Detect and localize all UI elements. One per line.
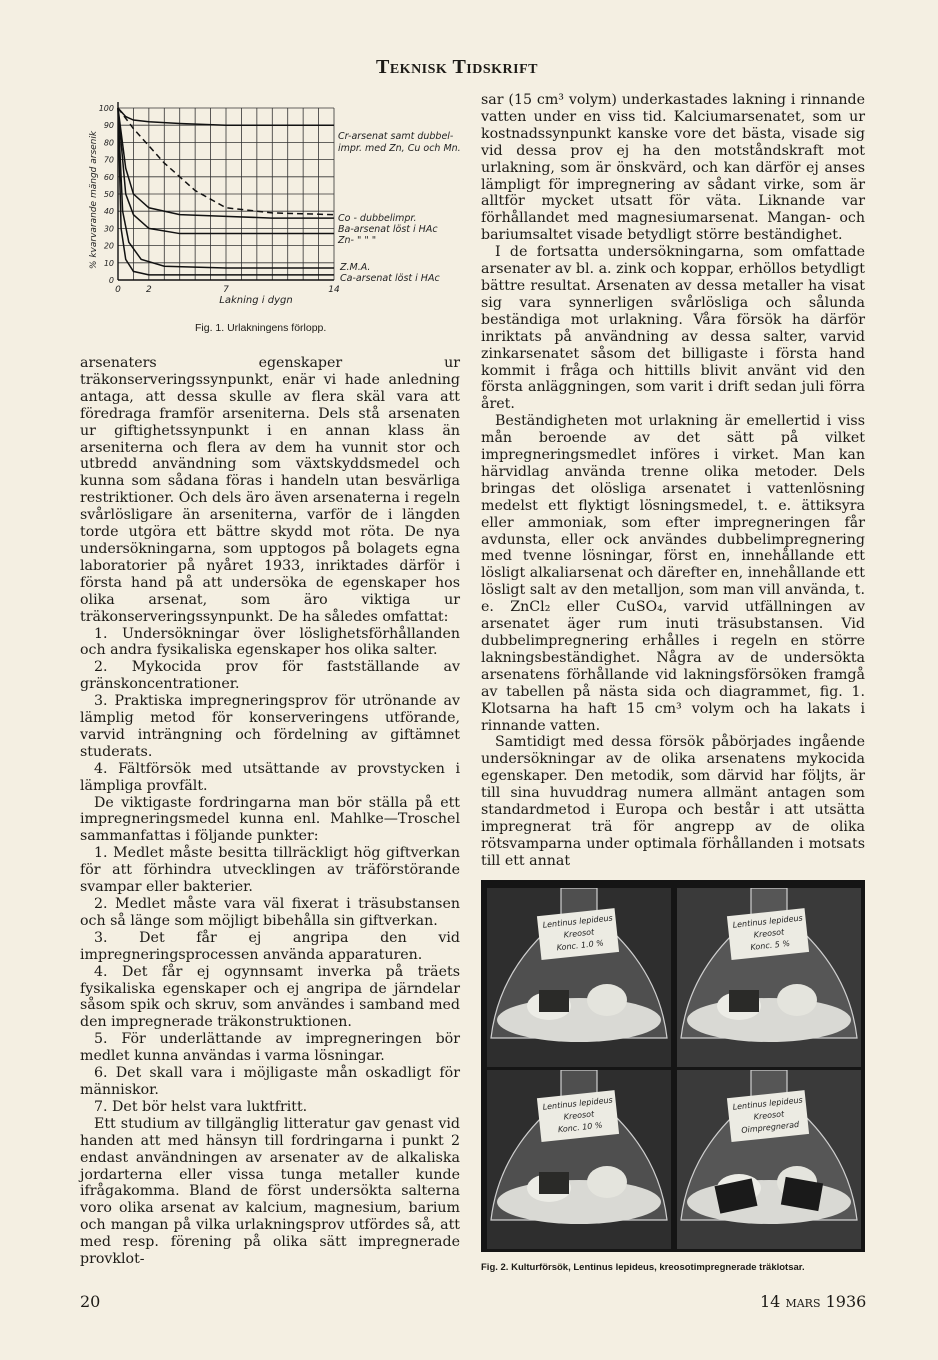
y-tick-label: 80	[103, 138, 114, 148]
paragraph: 5. För underlättande av impregneringen bör medlet kunna användas i varma lösningar.	[80, 1031, 460, 1065]
curve-label-cr-2: impr. med Zn, Cu och Mn.	[338, 143, 461, 154]
flask-label-text: Lentinus lepideus	[542, 1095, 614, 1112]
right-column	[481, 92, 865, 870]
fungal-tuft	[587, 984, 627, 1016]
curve-label-co: Co - dubbelimpr.	[338, 213, 417, 224]
flask-photo-1	[487, 888, 671, 1067]
flask-label-text: Kreosot	[563, 1109, 595, 1122]
fungal-tuft	[587, 1166, 627, 1198]
date-day: 14	[760, 1292, 781, 1311]
flask-label-text: Lentinus lepideus	[732, 913, 804, 930]
curve-label-ca: Ca-arsenat löst i HAc	[340, 273, 440, 284]
paragraph: 3. Det får ej angripa den vid impregneringsprocessen använda apparaturen.	[80, 929, 460, 963]
flask-photo-2	[677, 888, 861, 1067]
x-axis-label: Lakning i dygn	[219, 295, 293, 306]
fungal-mycelium	[687, 1180, 851, 1224]
y-axis-label: % kvarvarande mängd arsenik	[89, 130, 99, 270]
flask-illustration	[677, 1070, 861, 1249]
y-tick-label: 50	[103, 190, 114, 199]
paragraph: 7. Det bör helst vara luktfritt.	[94, 1098, 308, 1115]
y-tick-label: 10	[103, 258, 114, 268]
figure-1-caption: Fig. 1. Urlakningens förlopp.	[195, 322, 327, 334]
wood-block	[729, 990, 759, 1012]
flask-label-text: Lentinus lepideus	[732, 1095, 804, 1112]
wood-block	[539, 990, 569, 1012]
curve-label-cr: Cr-arsenat samt dubbel-	[338, 131, 454, 142]
x-tick-label: 14	[328, 285, 340, 295]
page-number: 20	[80, 1292, 101, 1311]
x-tick-labels	[115, 285, 340, 295]
curve-label-zn: Zn- " " "	[338, 235, 377, 246]
paragraph: 4. Fältförsök med utsättande av provstycken i lämpliga provfält.	[80, 760, 460, 794]
paragraph: 4. Det får ej ogynnsamt inverka på träets fysikaliska egenskaper och ej angripa de järndelar såsom spik och skruv, som användes i samband med den impregnerade träkonstruktionen.	[80, 963, 460, 1031]
flask-label-text: Kreosot	[753, 1109, 785, 1122]
paragraph: 6. Det skall vara i möjligaste mån oskadligt för människor.	[80, 1065, 460, 1098]
flask-label-text: Kreosot	[753, 927, 785, 940]
paragraph: arsenaters egenskaper ur träkonserveringssynpunkt, enär vi hade anledning antaga, att dessa skulle av flera skäl vara att föredraga framför arseniterna. Dels stå arsenaten ur giftighetssynpunkt i en annan klass än arseniterna och flera av dem ha vunnit stor och utbredd användning som växtskyddsmedel och kunna som sådana föras i handeln utan besvärliga restriktioner. Och dels äro även arsenaterna i regeln svårlösligare än arseniterna, varför de i längden torde utgöra ett bättre skydd mot röta. De nya undersökningarna, som upptogos på bolagets egna laboratorier på nyåret 1933, inriktades därför i första hand på att undersöka de egenskaper hos olika arsenat, som äro viktiga ur träkonserveringssynpunkt. De ha således omfattat:	[80, 355, 460, 625]
paragraph: Ett studium av tillgänglig litteratur gav genast vid handen att med hänsyn till fordringarna i punkt 2 endast användningen av arsenater av de alkaliska jordarterna eller vissa tunga metaller kunde ifrågakomma. Bland de först undersökta salterna voro olika arsenat av kalcium, magnesium, barium och mangan på vilka urlakningsprov utfördes så, att med resp. förening på olika sätt impregnerade provklot-	[80, 1115, 460, 1268]
flask-illustration	[677, 888, 861, 1067]
chart-grid	[118, 108, 334, 280]
date-month: mars	[785, 1292, 821, 1311]
paragraph: Samtidigt med dessa försök påbörjades ingående undersökningar av de olika arsenatens mykocida egenskaper. Den metodik, som därvid har följts, är till sina huvuddrag numera allmänt antagen som standardmetod i Europa och består i att utsätta impregnerat trä för angrepp av de olika rötsvamparna under optimala förhållanden i motsats till ett annat	[481, 734, 865, 869]
paragraph: Beständigheten mot urlakning är emellertid i viss mån beroende av det sätt på vilket impregneringsmedlet införes i virket. Man kan härvidlag använda trenne olika metoder. Dels bringas det olösliga arsenatet i vattenlösning medelst ett flyktigt lösningsmedel, t. e. ättiksyra eller ammoniak, som efter impregneringen får avdunsta, eller ock användes dubbelimpregnering med tvenne lösningar, först en, innehållande ett lösligt alkaliarsenat och därefter en, innehållande ett lösligt salt av den metalljon, som man vill använda, t. e. ZnCl₂ eller CuSO₄, varvid utfällningen av arsenatet äger rum inuti träsubstansen. Vid dubbelimpregnering erhålles i regeln en större lakningsbeständighet. Några av de undersökta arsenatens förhållande vid lakningsförsöken framgå av tabellen på nästa sida och diagrammet, fig. 1. Klotsarna ha haft 15 cm³ volym och ha lakats i rinnande vatten.	[481, 413, 865, 734]
y-tick-label: 30	[103, 224, 114, 234]
left-column	[80, 355, 460, 1268]
flask-illustration	[487, 1070, 671, 1249]
flask-label-text: Kreosot	[563, 927, 595, 940]
paragraph: I de fortsatta undersökningarna, som omfattade arsenater av bl. a. zink och koppar, erhöllos betydligt bättre resultat. Arsenaten av dessa metaller ha visat sig vara synnerligen svårlösliga och sålunda beständiga mot urlakning. Våra försök ha därför inriktats på användning av dessa salter, varvid zinkarsenatet såsom det billigaste i första hand kommit i fråga och hittills blivit använt vid den första anläggningen, som varit i drift sedan juli förra året.	[481, 244, 865, 413]
curve-label-zma: Z.M.A.	[340, 262, 371, 273]
x-tick-label: 2	[145, 285, 152, 295]
paragraph: De viktigaste fordringarna man bör ställa på ett impregneringsmedel kunna enl. Mahlke—Troschel sammanfattas i följande punkter:	[80, 794, 460, 845]
y-tick-label: 0	[108, 276, 114, 285]
flask-illustration	[487, 888, 671, 1067]
paragraph: sar (15 cm³ volym) underkastades lakning i rinnande vatten under en viss tid. Kalciumarsenatet, som ur kostnadssynpunkt kanske vore det bästa, visade sig vid dessa prov ej ha den motståndskraft mot urlakning, som är önskvärd, och kan därför ej anses lämpligt för impregnering av sådant virke, som är alltför mycket utsatt för väta. Liknande var förhållandet med magnesiumarsenat. Mangan- och bariumsaltet visade betydligt större beständighet.	[481, 92, 865, 244]
flask-label-text: Konc. 10 %	[557, 1120, 603, 1135]
y-tick-label: 90	[103, 121, 114, 131]
flask-label-text: Lentinus lepideus	[542, 913, 614, 930]
y-tick-label: 100	[98, 104, 114, 113]
fungal-mycelium	[497, 1180, 661, 1224]
paragraph: 2. Mykocida prov för fastställande av gränskoncentrationer.	[80, 659, 460, 693]
flask-label-text: Konc. 5 %	[750, 938, 791, 952]
issue-date	[760, 1292, 866, 1311]
curve-label-ba: Ba-arsenat löst i HAc	[338, 224, 438, 235]
figure-2-photo	[481, 880, 865, 1252]
y-tick-label: 60	[103, 172, 114, 182]
y-tick-label: 40	[103, 207, 114, 217]
flask-label-text: Konc. 1.0 %	[556, 938, 605, 953]
paragraph: 1. Undersökningar över löslighetsförhållanden och andra fysikaliska egenskaper hos olika salter.	[80, 625, 460, 659]
flask-photo-3	[487, 1070, 671, 1249]
fungal-tuft	[777, 984, 817, 1016]
figure-1-chart	[84, 88, 464, 316]
masthead: Teknisk Tidskrift	[376, 56, 538, 78]
paragraph: 2. Medlet måste vara väl fixerat i träsubstansen och så länge som möjligt bibehålla sin giftverkan.	[80, 896, 460, 929]
figure-2-caption: Fig. 2. Kulturförsök, Lentinus lepideus, kreosotimpregnerade träklotsar.	[481, 1262, 805, 1273]
flask-photo-4	[677, 1070, 861, 1249]
wood-block	[539, 1172, 569, 1194]
y-tick-label: 70	[103, 155, 114, 165]
paragraph: 3. Praktiska impregneringsprov för utrönande av lämplig metod för konserveringens utförande, varvid inträngning och fördelning av giftämnet studerats.	[80, 693, 460, 760]
fungal-mycelium	[687, 998, 851, 1042]
x-tick-label: 7	[223, 285, 229, 295]
fungal-mycelium	[497, 998, 661, 1042]
date-year: 1936	[825, 1292, 867, 1311]
y-tick-label: 20	[103, 241, 114, 251]
flask-label-text: Oimpregnerad	[740, 1119, 800, 1135]
x-tick-label: 0	[115, 285, 121, 295]
paragraph: 1. Medlet måste besitta tillräckligt hög giftverkan för att förhindra utvecklingen av träförstörande svampar eller bakterier.	[80, 845, 460, 896]
y-tick-labels	[99, 104, 114, 285]
